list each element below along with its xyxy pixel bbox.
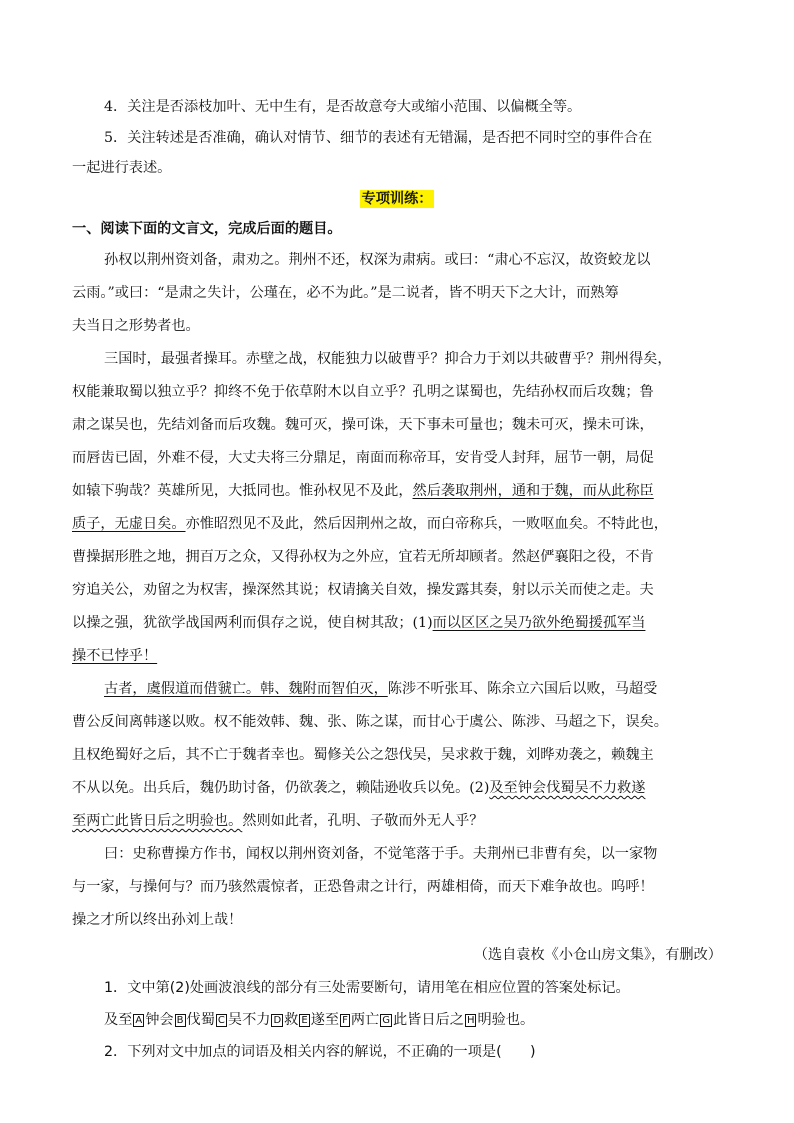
wavy-underlined-sentence: 及至钟会伐蜀吴不力救遂	[489, 780, 646, 796]
point-5-line-1: 5．关注转述是否准确，确认对情节、细节的表述有无错漏，是否把不同时空的事件合在	[104, 130, 653, 146]
wavy-underlined-sentence: 至两亡此皆日后之明验也。	[72, 813, 243, 829]
passage-line-2: 云雨。”或曰：“是肃之失计，公瑾在，必不为此。”是二说者，皆不明天下之大计，而熟筹	[72, 285, 619, 301]
question-1: 1．文中第(2)处画波浪线的部分有三处需要断句，请用笔在相应位置的答案处标记。	[104, 980, 630, 996]
passage-line-11: 穷追关公，劝留之为权害，操深然其说；权请擒关自效，操发露其奏，射以示关而使之走。夫	[72, 582, 654, 598]
underlined-sentence: 操不已悖乎！	[72, 648, 158, 664]
answer-box-d[interactable]: D	[273, 1015, 282, 1026]
answer-box-e[interactable]: E	[301, 1015, 308, 1026]
underlined-sentence: 然后袭取荆州，通和于魏，而从此称臣	[412, 483, 654, 499]
answer-box-a[interactable]: A	[135, 1015, 143, 1026]
underlined-sentence: 古者，虞假道而借虢亡。韩、魏附而智伯灭，	[104, 681, 388, 697]
answer-segment: 伐蜀	[186, 1012, 215, 1028]
source-note: （选自袁枚《小仓山房文集》，有删改）	[473, 947, 722, 963]
answer-segment: 及至	[104, 1012, 133, 1028]
answer-box-f[interactable]: F	[342, 1015, 348, 1026]
passage-line-21: 操之才所以终出孙刘上哉！	[72, 912, 243, 928]
question-1-answer-line	[104, 1010, 794, 1030]
passage-line-13	[72, 646, 794, 666]
passage-text: 亦惟昭烈见不及此，然后因荆州之故，而白帝称兵，一败呕血矣。不特此也，	[185, 516, 668, 532]
passage-text: 如辕下驹哉？英雄所见，大抵同也。惟孙权见不及此，	[72, 483, 413, 499]
passage-line-7: 而唇齿已固，外难不侵，大丈夫将三分鼎足，南面而称帝耳，安肯受人封拜，屈节一朝，局促	[72, 450, 654, 466]
passage-line-8	[72, 481, 794, 501]
passage-line-20: 与一家，与操何与？而乃骇然震惊者，正恐鲁肃之计行，两雄相倚，而天下难争故也。呜呼！	[72, 879, 654, 895]
passage-line-15: 曹公反间离韩遂以败。权不能效韩、魏、张、陈之谋，而甘心于虞公、陈涉、马超之下，误矣。	[72, 714, 668, 730]
passage-line-10: 曹操据形胜之地，拥百万之众，又得孙权为之外应，宜若无所却顾者。然赵俨襄阳之役，不肯	[72, 549, 654, 565]
passage-text: 然则如此者，孔明、子敬而外无人乎？	[242, 813, 484, 829]
passage-line-12	[72, 613, 794, 633]
answer-segment: 明验也。	[477, 1012, 535, 1028]
passage-text: 不从以免。出兵后，魏仍助讨备，仍欲袭之，赖陆逊收兵以免。(2)	[72, 780, 490, 796]
point-4: 4．关注是否添枝加叶、无中生有，是否故意夸大或缩小范围、以偏概全等。	[104, 99, 582, 115]
answer-box-h[interactable]: H	[466, 1015, 475, 1026]
answer-box-b[interactable]: B	[176, 1015, 184, 1026]
question-2: 2．下列对文中加点的词语及相关内容的解说，不正确的一项是( )	[104, 1044, 536, 1060]
passage-line-18	[72, 811, 794, 831]
part-1-title: 一、阅读下面的文言文，完成后面的题目。	[72, 221, 342, 237]
answer-segment: 两亡	[350, 1012, 380, 1028]
answer-segment: 此皆日后之	[392, 1012, 464, 1028]
passage-line-6: 肃之谋吴也，先结刘备而后攻魏。魏可灭，操可诛，天下事未可量也；魏未可灭，操未可诛，	[72, 417, 654, 433]
answer-segment: 救	[284, 1012, 299, 1028]
answer-box-c[interactable]: C	[217, 1015, 225, 1026]
passage-text: 以操之强，犹欲学战国两利而俱存之说，使自树其敌；(1)	[72, 615, 433, 631]
passage-line-1: 孙权以荆州资刘备，肃劝之。荆州不还，权深为肃病。或曰：“肃心不忘汉，故资蛟龙以	[104, 252, 651, 268]
answer-segment: 遂至	[310, 1012, 340, 1028]
passage-line-4: 三国时，最强者操耳。赤壁之战，权能独力以破曹乎？抑合力于刘以共破曹乎？荆州得矣，	[104, 351, 672, 367]
passage-line-5: 权能兼取蜀以独立乎？抑终不免于依草附木以自立乎？孔明之谋蜀也，先结孙权而后攻魏；鲁	[72, 384, 654, 400]
passage-line-3: 夫当日之形势者也。	[72, 318, 200, 334]
passage-line-19: 曰：史称曹操方作书，闻权以荆州资刘备，不觉笔落于手。夫荆州已非曹有矣，以一家物	[104, 846, 658, 862]
section-heading-text: 专项训练：	[361, 191, 433, 207]
section-heading	[0, 188, 794, 208]
underlined-sentence: 质子，无虚日矣。	[72, 516, 186, 532]
passage-text: 陈涉不听张耳、陈余立六国后以败，马超受	[387, 681, 658, 697]
underlined-sentence: 而以区区之吴乃欲外绝蜀援孤军当	[432, 615, 646, 631]
passage-line-17	[72, 778, 794, 798]
answer-segment: 吴不力	[227, 1012, 271, 1028]
point-5-line-2: 一起进行表述。	[72, 160, 172, 176]
passage-line-9	[72, 514, 794, 534]
passage-line-14	[104, 679, 794, 699]
answer-segment: 钟会	[145, 1012, 174, 1028]
answer-box-g[interactable]: G	[382, 1015, 390, 1026]
passage-line-16: 且权绝蜀好之后，其不亡于魏者幸也。蜀修关公之怨伐吴，吴求救于魏，刘晔劝袭之，赖魏主	[72, 747, 654, 763]
